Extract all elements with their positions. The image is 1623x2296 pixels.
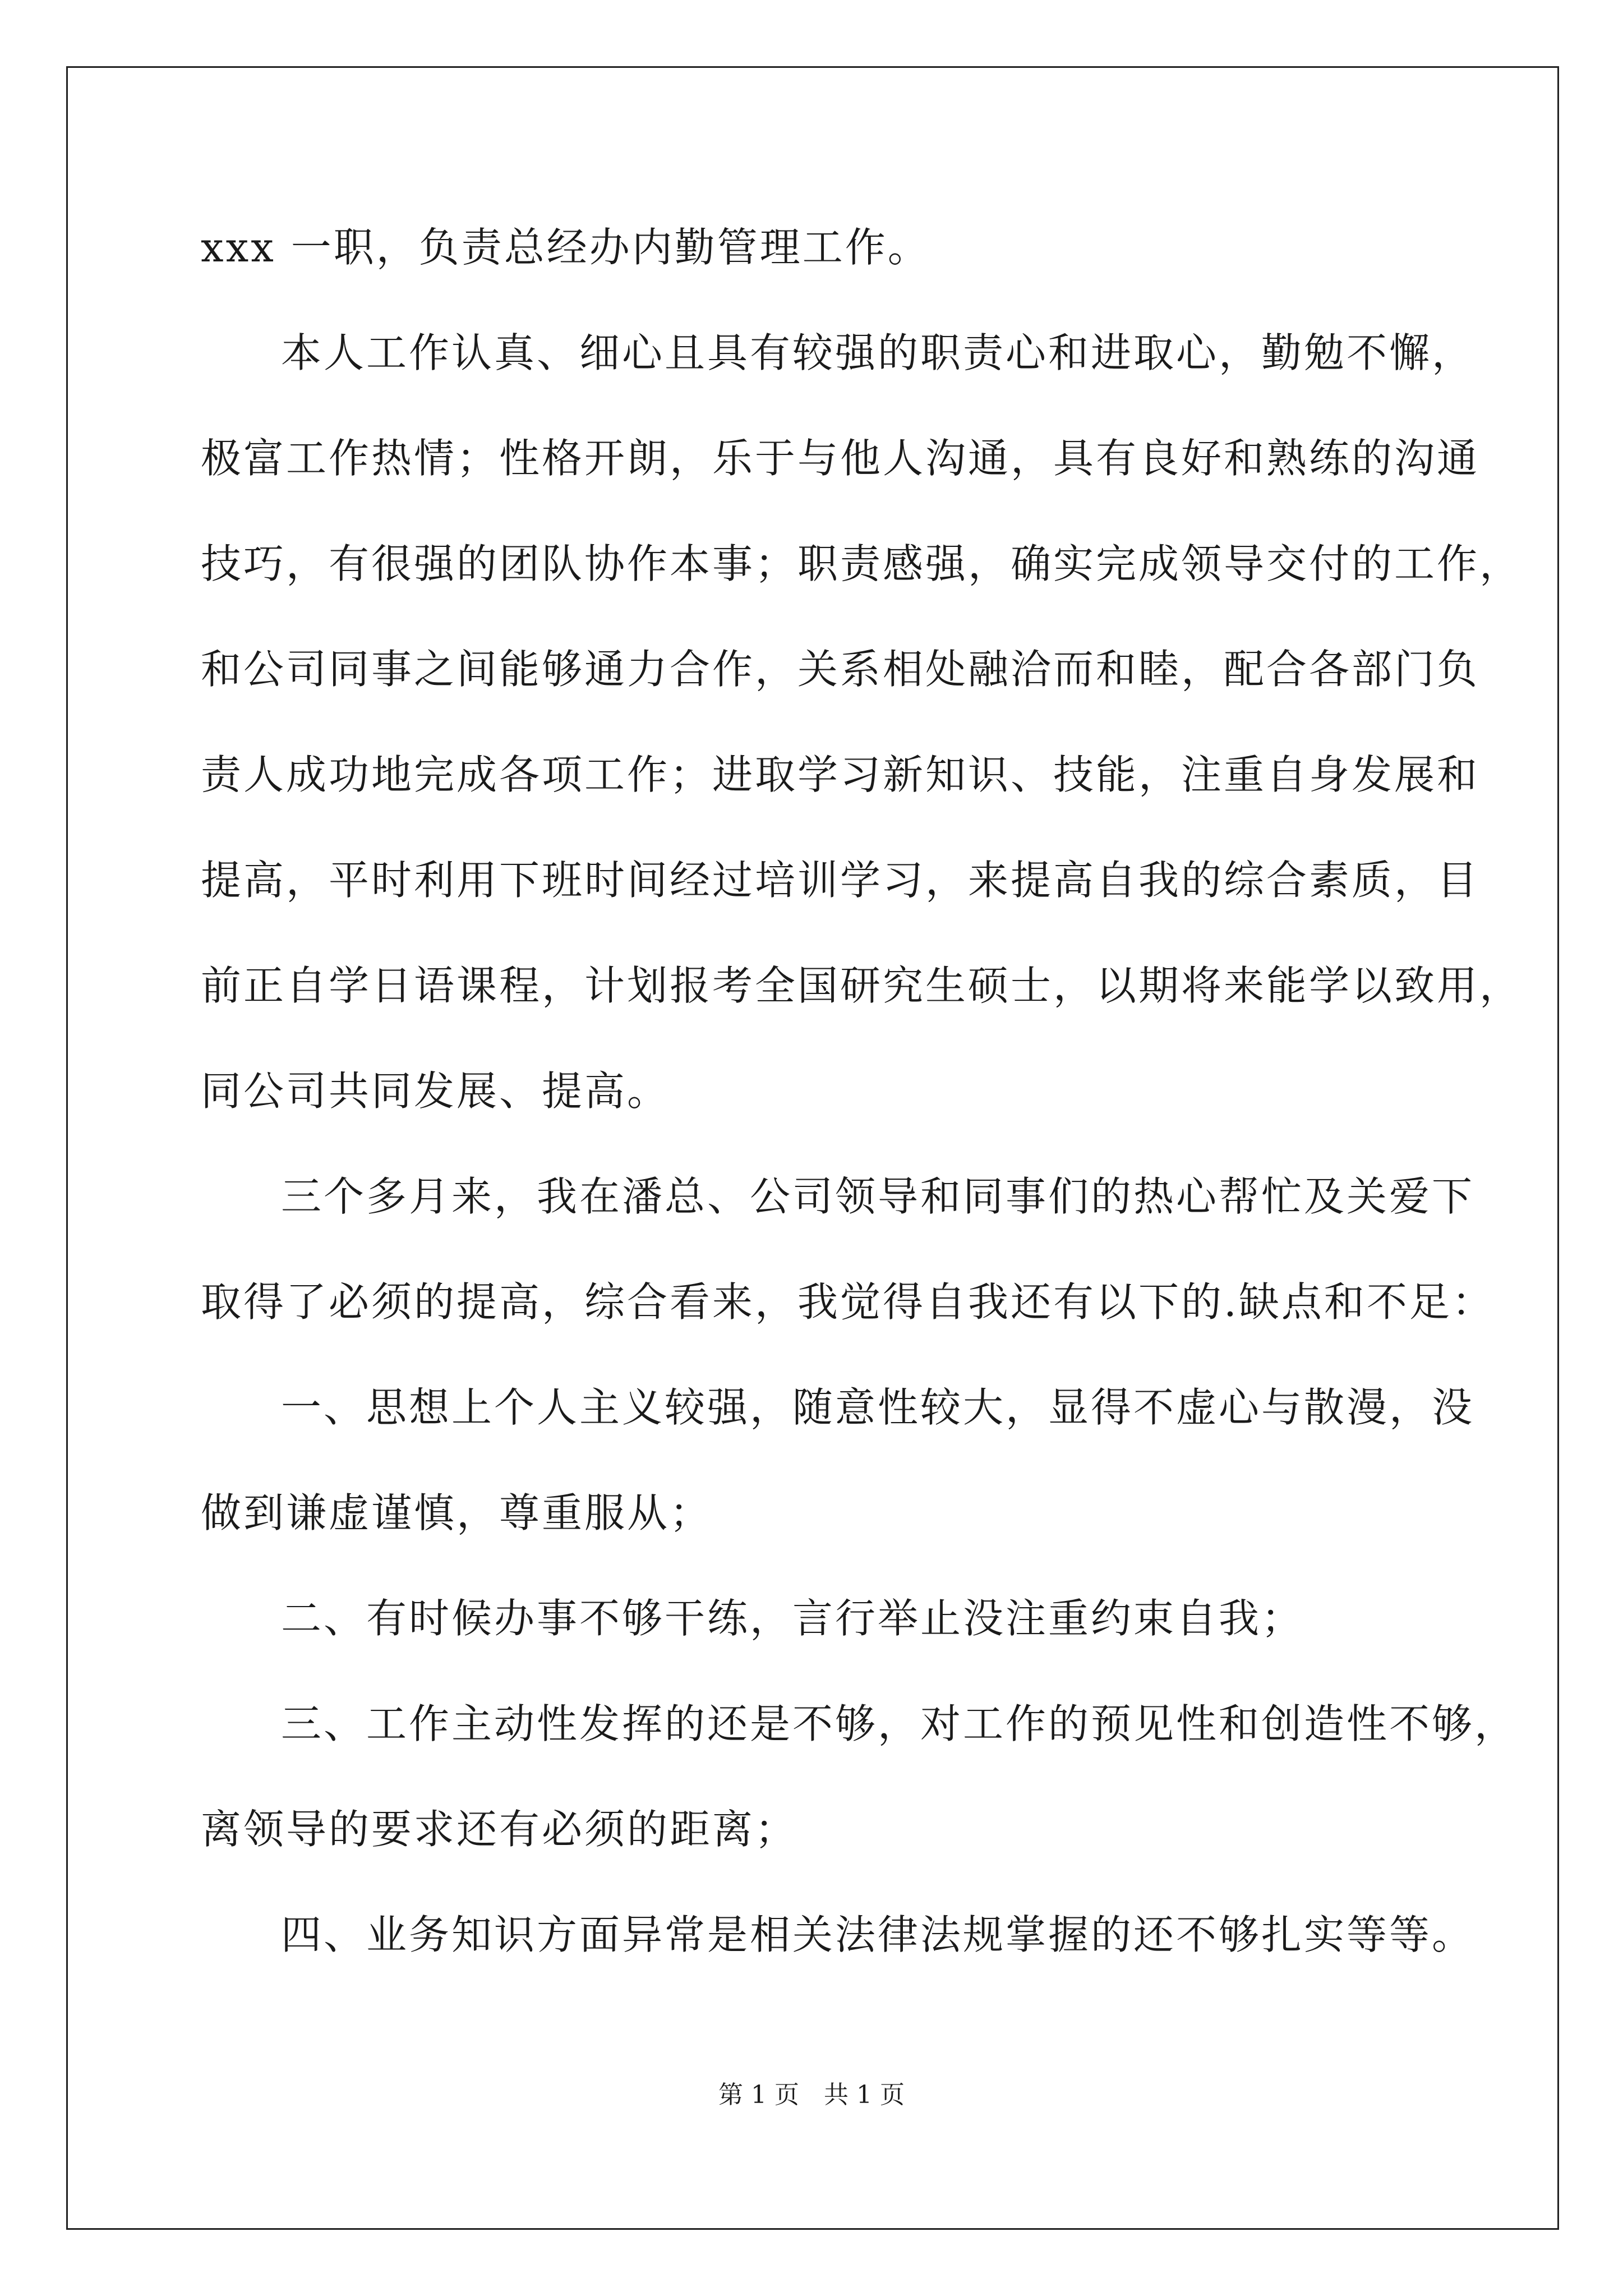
body-line-15: 三、工作主动性发挥的还是不够，对工作的预见性和创造性不够， [281,1700,1518,1747]
body-line-13: 做到谦虚谨慎，尊重服从； [201,1489,713,1536]
body-line-8: 前正自学日语课程，计划报考全国研究生硕士，以期将来能学以致用， [201,962,1523,1009]
body-line-10: 三个多月来，我在潘总、公司领导和同事们的热心帮忙及关爱下 [281,1173,1475,1220]
body-line-7: 提高，平时利用下班时间经过培训学习，来提高自我的综合素质，目 [201,857,1480,904]
body-line-14: 二、有时候办事不够干练，言行举止没注重约束自我； [281,1595,1304,1642]
body-line-3: 极富工作热情；性格开朗，乐于与他人沟通，具有良好和熟练的沟通 [201,435,1480,482]
body-line-5: 和公司同事之间能够通力合作，关系相处融洽而和睦，配合各部门负 [201,646,1480,693]
body-line-12: 一、思想上个人主义较强，随意性较大，显得不虚心与散漫，没 [281,1384,1475,1431]
body-line-6: 责人成功地完成各项工作；进取学习新知识、技能，注重自身发展和 [201,751,1480,798]
body-line-9: 同公司共同发展、提高。 [201,1068,670,1115]
body-line-2: 本人工作认真、细心且具有较强的职责心和进取心，勤勉不懈， [281,329,1475,376]
body-line-1: xxx 一职，负责总经办内勤管理工作。 [201,224,930,271]
body-line-16: 离领导的要求还有必须的距离； [201,1806,798,1853]
body-line-11: 取得了必须的提高，综合看来，我觉得自我还有以下的.缺点和不足： [201,1278,1495,1326]
page-border [66,66,1559,2230]
body-line-4: 技巧，有很强的团队协作本事；职责感强，确实完成领导交付的工作， [201,540,1523,587]
page-number-footer: 第 1 页 共 1 页 [718,2081,905,2109]
body-line-17: 四、业务知识方面异常是相关法律法规掌握的还不够扎实等等。 [281,1911,1475,1958]
